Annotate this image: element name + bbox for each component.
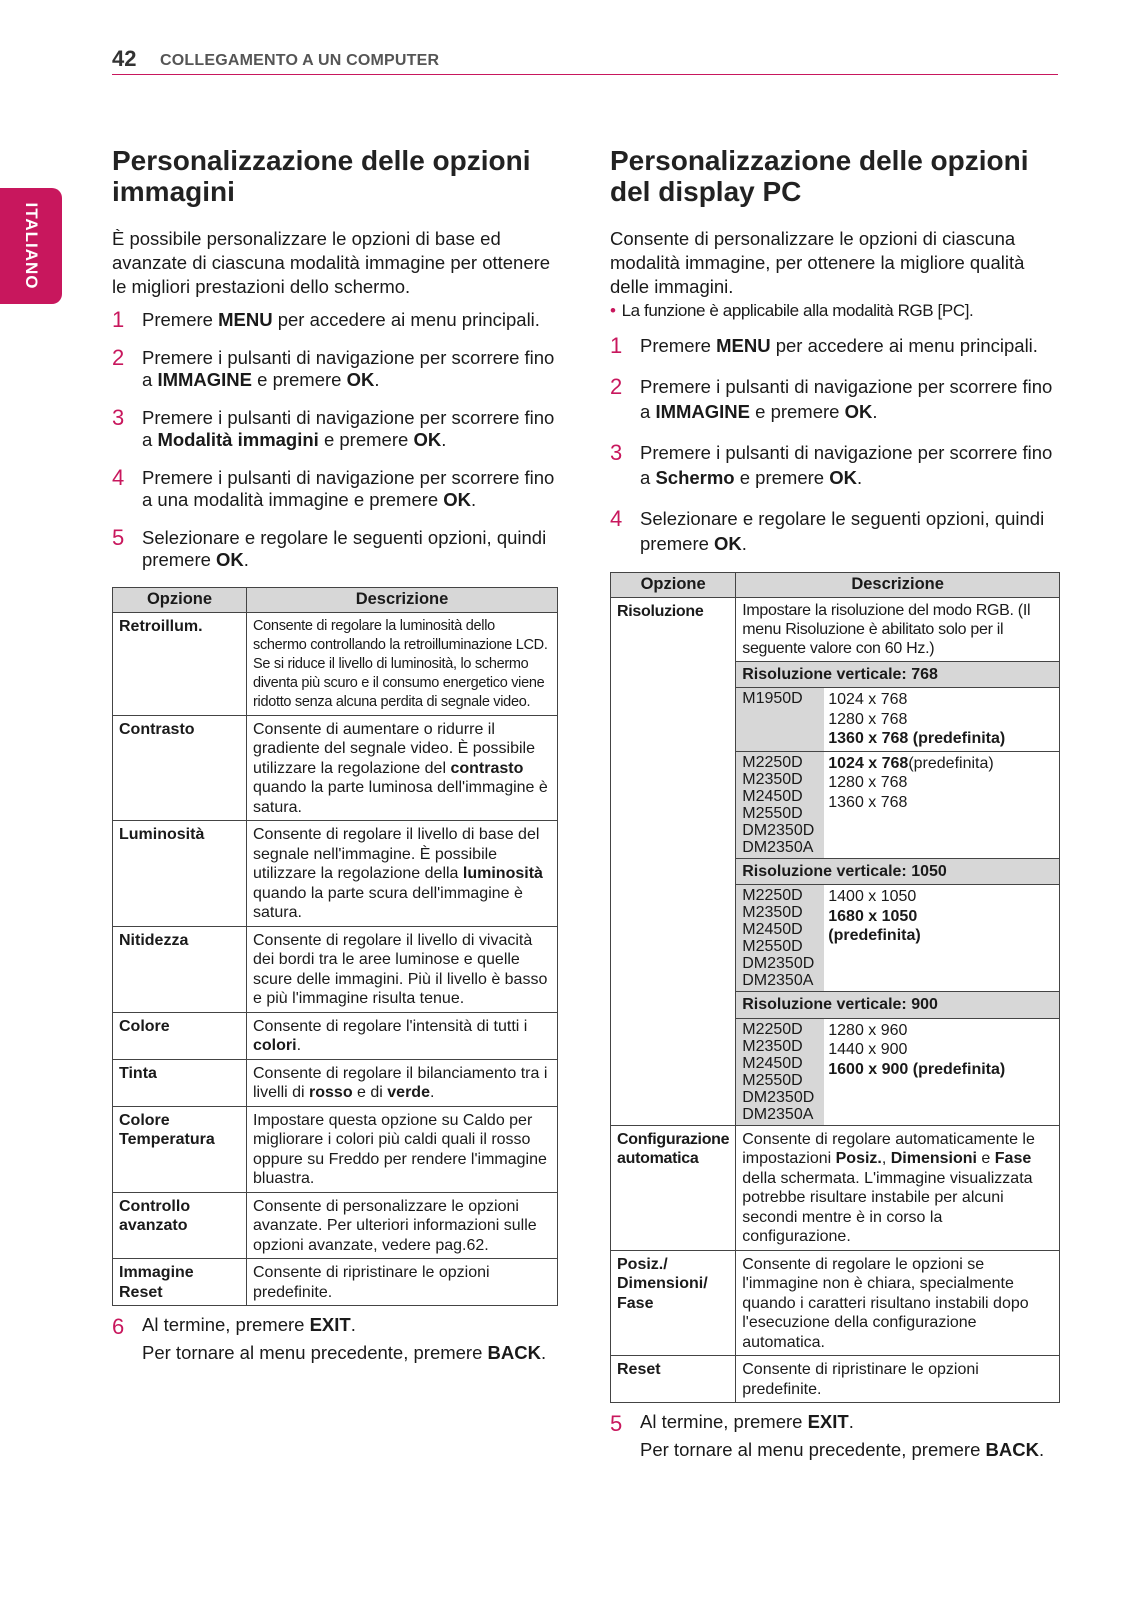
resolution-group-heading-row — [736, 858, 1059, 885]
step-number: 2 — [112, 345, 125, 370]
model-name: M2450D — [742, 921, 803, 938]
model-name: DM2350D — [742, 955, 815, 972]
bold-text: Dimensioni — [890, 1150, 977, 1167]
resolution-intro-row — [736, 598, 1059, 662]
resolution-value — [828, 1021, 1055, 1041]
resolution-group-heading-row — [736, 992, 1059, 1019]
text-run: Premere i pulsanti di navigazione per scorrere fino a — [640, 376, 1053, 422]
bold-text: OK — [443, 489, 472, 510]
text-run: 1280 x 960 — [828, 1021, 908, 1039]
resolution-value — [828, 1040, 1055, 1060]
text-run: Consente di regolare il livello di base del segnale nell'immagine. È possibile utilizzare la regolazione della — [253, 826, 540, 882]
right-intro: Consente di personalizzare le opzioni di ciascuna modalità immagine, per ottenere la migliore qualità delle immagini. — [610, 228, 1025, 297]
model-name: M2550D — [742, 804, 803, 822]
bold-text: 1680 x 1050 — [828, 907, 918, 925]
bold-text: OK — [714, 533, 742, 554]
resolution-value — [828, 754, 1055, 774]
step-item — [610, 374, 1060, 424]
bold-text: colori — [253, 1037, 297, 1054]
bold-text: verde — [387, 1084, 430, 1101]
step-number: 6 — [112, 1314, 125, 1339]
model-name: M2350D — [742, 770, 803, 788]
model-name: M2250D — [742, 1020, 803, 1038]
description-cell — [247, 1059, 558, 1106]
text-run: Premere i pulsanti di navigazione per scorrere fino a — [142, 407, 555, 450]
picture-options-table — [112, 587, 558, 1306]
bold-text: 1024 x 768 — [828, 754, 909, 772]
page-number: 42 — [112, 46, 137, 71]
right-title: Personalizzazione delle opzioni del display PC — [610, 145, 1029, 207]
description-cell — [247, 612, 558, 715]
table-row — [611, 597, 1060, 1125]
table-header-option: Opzione — [611, 573, 736, 598]
text-run: e premere — [750, 401, 845, 422]
text-run: Consente di personalizzare le opzioni avanzate. Per ulteriori informazioni sulle opzioni avanzate, vedere pag.62. — [253, 1197, 537, 1254]
option-cell: Colore Temperatura — [113, 1106, 247, 1192]
model-name: M2450D — [742, 787, 803, 805]
option-cell: Nitidezza — [113, 926, 247, 1012]
model-name: DM2350A — [742, 1105, 814, 1123]
text-run: 1440 x 900 — [828, 1041, 908, 1058]
step-number: 1 — [112, 307, 125, 332]
table-row — [113, 612, 558, 715]
page-header — [112, 44, 1058, 75]
text-run: . — [848, 1411, 854, 1432]
text-run: . — [1038, 1439, 1045, 1460]
resolution-value — [828, 729, 1055, 749]
back-note — [640, 1439, 1060, 1461]
right-column — [610, 145, 1060, 1467]
option-cell: Risoluzione — [611, 597, 736, 1125]
table-row — [113, 1059, 558, 1106]
text-run: e premere — [318, 429, 414, 450]
table-row — [113, 926, 558, 1012]
step-number: 5 — [112, 525, 125, 550]
description-cell — [736, 1125, 1060, 1250]
bold-text: 1600 x 900 (predefinita) — [828, 1060, 1006, 1078]
text-run: Consente di regolare il livello di vivacità dei bordi tra le aree luminose e quelle scure delle immagini. Più il livello è basso e più l'immagine risulta tenue. — [253, 931, 548, 1007]
resolution-value — [828, 690, 1055, 710]
text-run: . — [374, 369, 380, 390]
model-name: DM2350D — [742, 821, 815, 839]
resolution-block — [736, 688, 1059, 752]
resolution-block — [736, 751, 1059, 858]
step-number: 4 — [610, 506, 623, 531]
text-run: Premere — [640, 335, 717, 356]
text-run: Selezionare e regolare le seguenti opzioni, quindi premere — [640, 508, 1045, 554]
resolution-value — [828, 710, 1055, 730]
bold-text: OK — [216, 549, 244, 570]
bold-text: contrasto — [450, 759, 524, 777]
resolution-group-heading-row — [736, 661, 1059, 688]
bold-text: OK — [346, 369, 375, 390]
step-item — [610, 506, 1060, 556]
option-cell: Posiz./ Dimensioni/ Fase — [611, 1250, 736, 1356]
right-steps-list — [610, 333, 1060, 556]
text-run: Consente di regolare l'intensità di tutti i — [253, 1017, 528, 1035]
text-run: Premere i pulsanti di navigazione per scorrere fino a una modalità immagine e premere — [142, 467, 555, 510]
text-run: . — [471, 489, 477, 510]
left-final-step — [112, 1314, 558, 1364]
text-run: . — [856, 467, 863, 488]
resolution-value — [828, 793, 1055, 813]
option-cell: Reset — [611, 1356, 736, 1403]
resolution-values — [824, 1018, 1059, 1125]
step-text — [142, 1314, 558, 1336]
bold-text: OK — [844, 401, 873, 422]
bold-text: IMMAGINE — [157, 369, 252, 390]
table-header-description: Descrizione — [736, 573, 1060, 598]
text-run: Premere i pulsanti di navigazione per scorrere fino a — [142, 347, 555, 390]
bold-text: BACK — [487, 1342, 541, 1363]
back-note — [142, 1342, 558, 1364]
step-number: 1 — [610, 333, 623, 358]
text-run: Consente di regolare automaticamente le impostazioni — [742, 1130, 1035, 1167]
text-run: e premere — [252, 369, 347, 390]
step-item — [112, 309, 558, 331]
text-run: Consente di regolare il bilanciamento tra i livelli di — [253, 1064, 548, 1101]
bold-text: OK — [829, 467, 857, 488]
resolution-block — [736, 1018, 1059, 1125]
resolution-value — [828, 926, 1055, 946]
resolution-group-heading: Risoluzione verticale: 900 — [736, 992, 1059, 1019]
text-run: (predefinita) — [908, 754, 994, 772]
resolution-intro: Impostare la risoluzione del modo RGB. (Il menu Risoluzione è abilitato solo per il seguente valore con 60 Hz.) — [742, 601, 1031, 657]
description-cell — [247, 1106, 558, 1192]
option-cell: Controllo avanzato — [113, 1192, 247, 1259]
bold-text: rosso — [309, 1084, 353, 1101]
text-run: Per tornare al menu precedente, premere — [142, 1342, 488, 1363]
description-cell — [736, 1356, 1060, 1403]
text-run: quando la parte scura dell'immagine è satura. — [253, 884, 523, 921]
language-label: ITALIANO — [22, 202, 41, 290]
text-run: . — [741, 533, 747, 554]
option-cell: Immagine Reset — [113, 1259, 247, 1306]
resolution-table — [736, 598, 1059, 1125]
table-header-description: Descrizione — [247, 588, 558, 613]
model-name: M2450D — [742, 1054, 803, 1072]
description-cell — [247, 926, 558, 1012]
model-name: DM2350D — [742, 1088, 815, 1106]
model-list — [736, 688, 824, 752]
model-name: M2250D — [742, 753, 803, 771]
left-steps-list — [112, 309, 558, 571]
resolution-value — [828, 773, 1055, 793]
step-item — [112, 347, 558, 391]
text-run: 1024 x 768 — [828, 691, 908, 708]
resolution-value — [828, 907, 1055, 927]
text-run: Consente di ripristinare le opzioni predefinite. — [742, 1361, 979, 1398]
table-row — [113, 1259, 558, 1306]
left-column — [112, 145, 558, 1370]
resolution-group-heading: Risoluzione verticale: 1050 — [736, 858, 1059, 885]
left-title: Personalizzazione delle opzioni immagini — [112, 145, 531, 207]
model-name: DM2350A — [742, 838, 814, 856]
description-cell — [736, 597, 1060, 1125]
bullet-icon: • — [610, 301, 616, 320]
description-cell — [247, 821, 558, 927]
text-run: . — [441, 429, 447, 450]
model-list — [736, 1018, 824, 1125]
step-number: 2 — [610, 374, 623, 399]
bold-text: IMMAGINE — [655, 401, 750, 422]
resolution-value — [828, 887, 1055, 907]
section-title: COLLEGAMENTO A UN COMPUTER — [160, 52, 440, 69]
text-run: 1360 x 768 — [828, 793, 908, 811]
text-run: Impostare questa opzione su Caldo per migliorare i colori più caldi quali il rosso oppure su Freddo per rendere l'immagine bluastra. — [253, 1111, 547, 1187]
bold-text: Modalità immagini — [157, 429, 319, 450]
text-run: . — [296, 1037, 302, 1054]
bold-text: MENU — [218, 309, 273, 330]
text-run: 1400 x 1050 — [828, 888, 917, 905]
model-name: M2250D — [742, 887, 803, 904]
table-row — [113, 1106, 558, 1192]
text-run: e — [976, 1150, 995, 1167]
description-cell — [247, 1192, 558, 1259]
table-row — [611, 1250, 1060, 1356]
text-run: 1280 x 768 — [828, 774, 908, 791]
text-run: , — [881, 1150, 891, 1167]
text-run: quando la parte luminosa dell'immagine è satura. — [253, 779, 548, 816]
table-row — [611, 1356, 1060, 1403]
resolution-value — [828, 1060, 1055, 1080]
bold-text: MENU — [716, 335, 771, 356]
bold-text: BACK — [985, 1439, 1039, 1460]
text-run: della schermata. L'immagine visualizzata potrebbe risultare instabile per alcuni secondi mentre è in corso la configurazione. — [742, 1169, 1033, 1245]
step-number: 5 — [610, 1411, 623, 1436]
text-run: Consente di aumentare o ridurre il gradiente del segnale video. È possibile utilizzare la regolazione del — [253, 720, 535, 777]
option-cell: Colore — [113, 1012, 247, 1059]
text-run: e di — [352, 1084, 388, 1101]
text-run: Consente di regolare la luminosità dello schermo controllando la retroilluminazione LCD. Se si riduce il livello di luminosità, lo schermo diventa più scuro e il consumo energetico viene ridotto senza alcuna perdita di segnale video. — [253, 617, 548, 710]
bold-text: luminosità — [462, 865, 543, 882]
step-item — [112, 407, 558, 451]
bold-text: (predefinita) — [828, 927, 921, 944]
description-cell — [247, 1012, 558, 1059]
bold-text: OK — [413, 429, 442, 450]
text-run: . — [243, 549, 249, 570]
step-item — [112, 527, 558, 571]
option-cell: Contrasto — [113, 715, 247, 821]
text-run: . — [540, 1342, 547, 1363]
bullet-text: La funzione è applicabile alla modalità RGB [PC]. — [621, 301, 974, 320]
option-cell: Tinta — [113, 1059, 247, 1106]
description-cell — [247, 1259, 558, 1306]
text-run: Al termine, premere — [640, 1411, 808, 1432]
text-run: . — [872, 401, 878, 422]
text-run: 1280 x 768 — [828, 710, 908, 728]
model-name: M2350D — [742, 1037, 803, 1055]
left-intro: È possibile personalizzare le opzioni di base ed avanzate di ciascuna modalità immagine per ottenere le migliori prestazioni dello schermo. — [112, 228, 551, 297]
table-row — [113, 1012, 558, 1059]
step-number: 3 — [112, 405, 125, 430]
table-row — [113, 821, 558, 927]
step-number: 3 — [610, 440, 623, 465]
text-run: Per tornare al menu precedente, premere — [640, 1439, 986, 1460]
table-row — [113, 715, 558, 821]
table-row — [113, 1192, 558, 1259]
text-run: Premere i pulsanti di navigazione per scorrere fino a — [640, 442, 1053, 488]
step-number: 4 — [112, 465, 125, 490]
text-run: Al termine, premere — [142, 1314, 310, 1335]
model-name: M1950D — [742, 690, 803, 707]
bold-text: EXIT — [309, 1314, 351, 1335]
model-name: M2350D — [742, 904, 803, 921]
resolution-block — [736, 885, 1059, 992]
model-list — [736, 751, 824, 858]
step-item — [610, 440, 1060, 490]
model-list — [736, 885, 824, 992]
text-run: Consente di ripristinare le opzioni predefinite. — [253, 1264, 490, 1301]
description-cell — [736, 1250, 1060, 1356]
text-run: e premere — [734, 467, 830, 488]
language-tab — [0, 188, 62, 304]
table-header-option: Opzione — [113, 588, 247, 613]
step-item — [610, 333, 1060, 358]
bold-text: Posiz. — [835, 1150, 882, 1167]
text-run: Premere — [142, 309, 219, 330]
right-bullet — [610, 299, 1060, 323]
model-name: M2550D — [742, 1071, 803, 1089]
step-text — [640, 1411, 1060, 1433]
bold-text: EXIT — [807, 1411, 849, 1432]
display-options-table — [610, 572, 1060, 1403]
resolution-group-heading: Risoluzione verticale: 768 — [736, 661, 1059, 688]
resolution-values — [824, 885, 1059, 992]
bold-text: 1360 x 768 (predefinita) — [828, 730, 1006, 747]
model-name: DM2350A — [742, 972, 814, 989]
text-run: per accedere ai menu principali. — [770, 335, 1038, 356]
description-cell — [247, 715, 558, 821]
bold-text: Fase — [994, 1150, 1032, 1167]
model-name: M2550D — [742, 938, 803, 955]
text-run: per accedere ai menu principali. — [272, 309, 540, 330]
text-run: . — [429, 1084, 435, 1101]
resolution-values — [824, 751, 1059, 858]
bold-text: Schermo — [655, 467, 735, 488]
right-final-step — [610, 1411, 1060, 1461]
text-run: . — [350, 1314, 356, 1335]
resolution-values — [824, 688, 1059, 752]
step-item — [112, 467, 558, 511]
text-run: Selezionare e regolare le seguenti opzioni, quindi premere — [142, 527, 547, 570]
text-run: Consente di regolare le opzioni se l'immagine non è chiara, specialmente quando i caratteri risultano instabili dopo l'esecuzione della configurazione automatica. — [742, 1255, 1029, 1351]
option-cell: Configurazione automatica — [611, 1125, 736, 1250]
option-cell: Luminosità — [113, 821, 247, 927]
option-cell: Retroillum. — [113, 612, 247, 715]
table-row — [611, 1125, 1060, 1250]
